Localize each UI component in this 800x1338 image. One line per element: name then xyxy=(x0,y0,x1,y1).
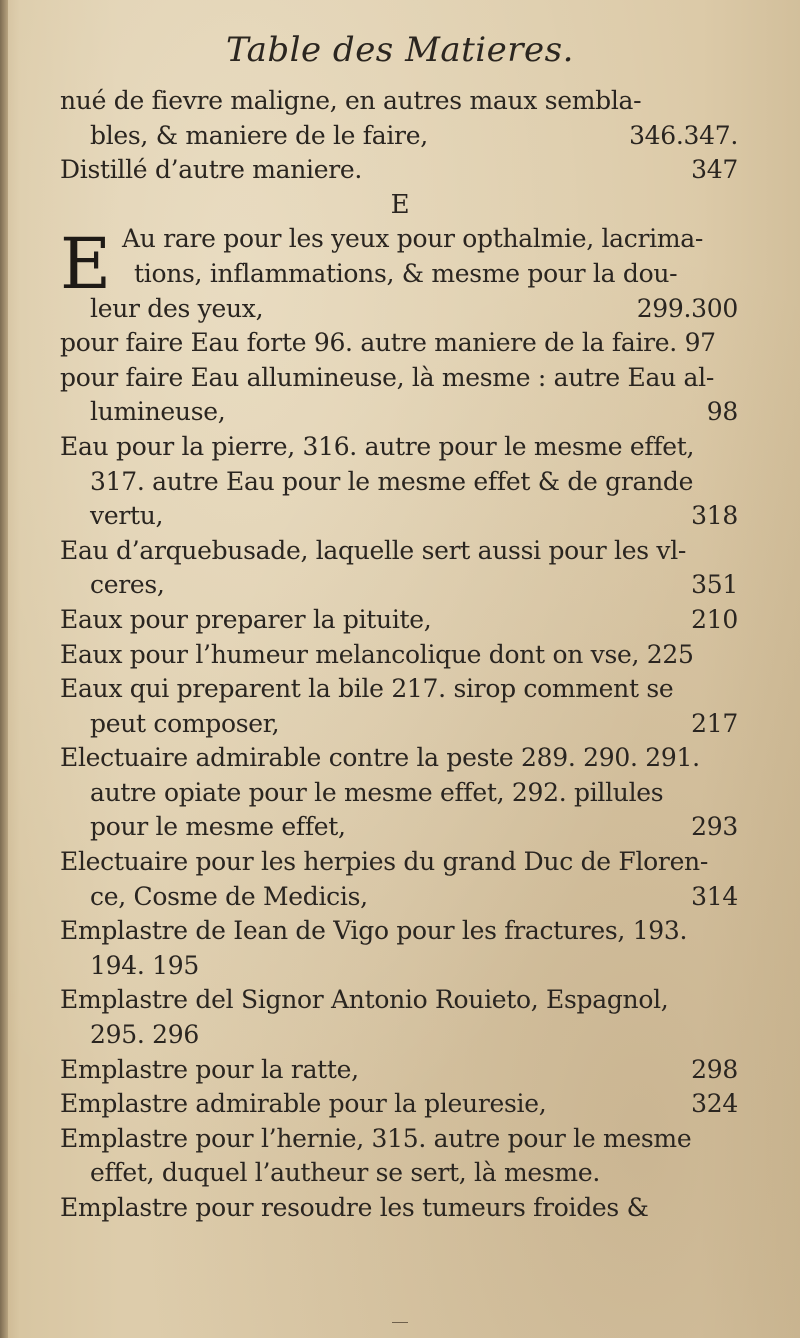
index-entry-line xyxy=(60,1087,740,1122)
index-entry-line xyxy=(60,1156,740,1191)
index-entry-line xyxy=(60,810,740,845)
index-entry-line xyxy=(60,326,740,361)
entry-text: Eau pour la pierre, 316. autre pour le mesme effet, xyxy=(60,431,695,461)
entry-text: Eau d’arquebusade, laquelle sert aussi pour les vl- xyxy=(60,535,687,565)
index-entry-line xyxy=(60,672,740,707)
index-entry-line xyxy=(60,603,740,638)
index-entry-line xyxy=(60,1018,740,1053)
index-entry-line xyxy=(60,949,740,984)
entry-text: 295. 296 xyxy=(90,1020,199,1050)
index-entry-line xyxy=(60,1191,740,1226)
entry-text: Eaux qui preparent la bile 217. sirop comment se xyxy=(60,674,674,704)
index-entry-line xyxy=(60,568,740,603)
entry-text: Emplastre pour la ratte, xyxy=(60,1054,359,1084)
entry-page-number: 324 xyxy=(691,1089,738,1119)
page-binding-edge xyxy=(0,0,8,1338)
entry-text: bles, & maniere de le faire, xyxy=(90,120,428,150)
entry-page-number: 318 xyxy=(691,501,738,531)
index-entry-line xyxy=(60,707,740,742)
index-entry-line xyxy=(60,222,740,257)
drop-cap-letter: E xyxy=(60,223,112,305)
entry-text: pour faire Eau allumineuse, là mesme : autre Eau al- xyxy=(60,362,715,392)
entry-text: lumineuse, xyxy=(90,397,226,427)
entry-text: pour faire Eau forte 96. autre maniere de la faire. 97 xyxy=(60,328,716,358)
entry-text: Electuaire pour les herpies du grand Duc de Floren- xyxy=(60,847,709,877)
index-entry-line xyxy=(60,119,740,154)
entry-text: Emplastre del Signor Antonio Rouieto, Espagnol, xyxy=(60,985,669,1015)
entry-text: Emplastre pour resoudre les tumeurs froides & xyxy=(60,1193,649,1222)
entry-text: ceres, xyxy=(90,570,165,600)
index-entry-line xyxy=(60,257,740,292)
entry-page-number: 299.300 xyxy=(636,293,738,323)
index-entry-line xyxy=(60,776,740,811)
entry-text: Electuaire admirable contre la peste 289. 290. 291. xyxy=(60,743,700,773)
entry-text: Eaux pour preparer la pituite, xyxy=(60,604,432,634)
entry-page-number: 346.347. xyxy=(629,120,738,150)
index-entry-line xyxy=(60,292,740,327)
entry-text: Distillé d’autre maniere. xyxy=(60,155,363,185)
entry-page-number: 351 xyxy=(691,570,738,600)
index-entry-line xyxy=(60,499,740,534)
entry-page-number: 217 xyxy=(691,708,738,738)
index-entry-line xyxy=(60,153,740,188)
index-entry-line xyxy=(60,395,740,430)
index-entry-line xyxy=(60,465,740,500)
entry-text: tions, inflammations, & mesme pour la dou- xyxy=(134,258,678,288)
entry-text: 194. 195 xyxy=(90,950,199,980)
index-entry-line xyxy=(60,361,740,396)
entry-page-number: 298 xyxy=(691,1054,738,1084)
page-header-title: Table des Matieres. xyxy=(226,30,574,70)
index-entry-line xyxy=(60,845,740,880)
entry-text: ce, Cosme de Medicis, xyxy=(90,881,368,911)
entry-text: pour le mesme effet, xyxy=(90,812,346,842)
index-entry-line xyxy=(60,983,740,1018)
entry-text: vertu, xyxy=(90,501,164,531)
entry-text: Eaux pour l’humeur melancolique dont on vse, 225 xyxy=(60,639,694,669)
entry-text: effet, duquel l’autheur se sert, là mesme. xyxy=(90,1158,600,1188)
index-entry-line xyxy=(60,638,740,673)
entry-text: Emplastre admirable pour la pleuresie, xyxy=(60,1089,547,1119)
entry-text: 317. autre Eau pour le mesme effet & de grande xyxy=(90,466,694,496)
index-entry-line xyxy=(60,534,740,569)
entry-text: nué de fievre maligne, en autres maux sembla- xyxy=(60,86,642,115)
index-entry-line xyxy=(60,741,740,776)
entry-text: Emplastre pour l’hernie, 315. autre pour le mesme xyxy=(60,1123,692,1153)
index-entry-line xyxy=(60,914,740,949)
entry-text: Emplastre de Iean de Vigo pour les fractures, 193. xyxy=(60,916,688,946)
section-letter-heading xyxy=(60,188,740,223)
index-entry-line xyxy=(60,430,740,465)
entry-page-number: 210 xyxy=(691,604,738,634)
signature-mark xyxy=(392,1322,408,1327)
entry-text: peut composer, xyxy=(90,708,280,738)
index-entries xyxy=(60,84,740,1226)
entry-text: Au rare pour les yeux pour opthalmie, lacrima- xyxy=(122,224,703,254)
entry-text: autre opiate pour le mesme effet, 292. pillules xyxy=(90,777,664,807)
index-entry-line xyxy=(60,1053,740,1088)
entry-page-number: 314 xyxy=(691,881,738,911)
index-entry-line xyxy=(60,880,740,915)
entry-page-number: 347 xyxy=(691,155,738,185)
entry-text: leur des yeux, xyxy=(90,293,264,323)
index-entry-line xyxy=(60,84,740,119)
section-letter: E xyxy=(390,189,410,220)
entry-page-number: 98 xyxy=(706,397,738,427)
index-entry-line xyxy=(60,1122,740,1157)
entry-page-number: 293 xyxy=(691,812,738,842)
